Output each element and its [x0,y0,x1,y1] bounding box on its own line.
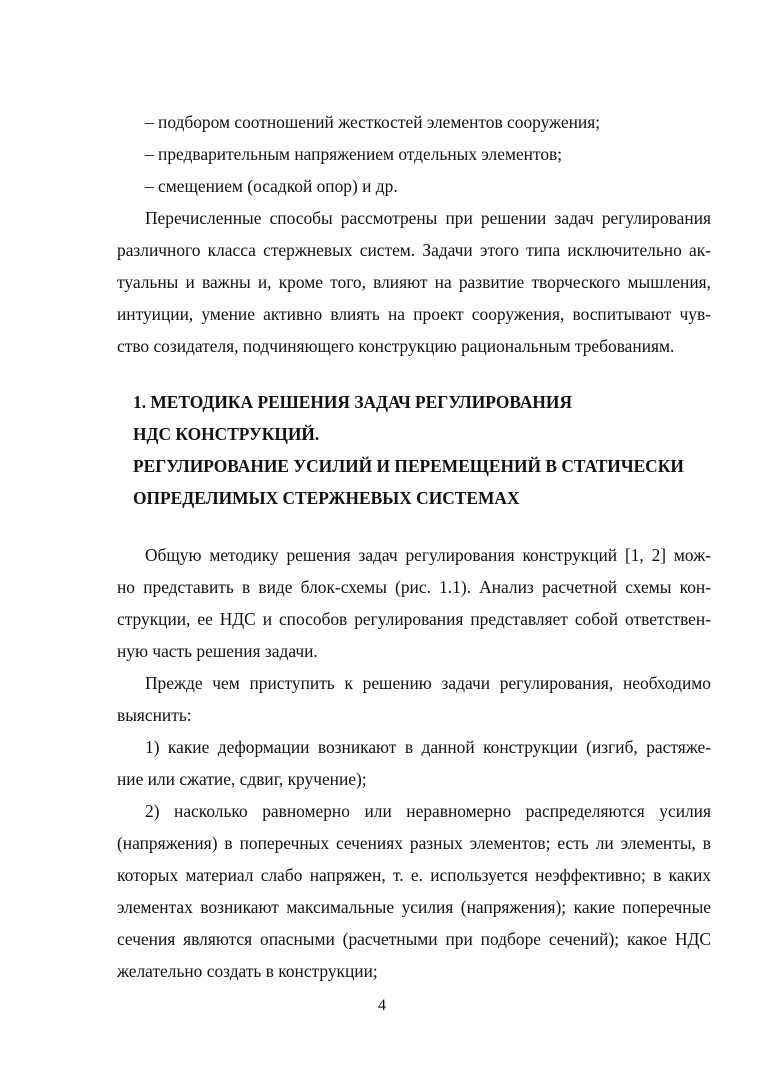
section-heading-line: ОПРЕДЕЛИМЫХ СТЕРЖНЕВЫХ СИСТЕМАХ [133,488,520,508]
numbered-item-1-line: 1) какие деформации возникают в данной конструкции (изгиб, растяже- [145,737,711,757]
numbered-item-2-line: (напряжения) в поперечных сечениях разных элементов; есть ли элементы, в [117,833,711,853]
paragraph-intro-line: ство созидателя, подчиняющего конструкцию рациональным требованиям. [117,336,675,356]
numbered-item-2-line: 2) насколько равномерно или неравномерно распределяются усилия [145,801,711,821]
numbered-item-1-line: ние или сжатие, сдвиг, кручение); [117,769,367,789]
paragraph-intro-line: различного класса стержневых систем. Задачи этого типа исключительно ак- [117,240,711,260]
paragraph-method-line: Общую методику решения задач регулирования конструкций [1, 2] мож- [145,545,711,565]
page-number: 4 [378,997,386,1014]
section-heading-line: РЕГУЛИРОВАНИЕ УСИЛИЙ И ПЕРЕМЕЩЕНИЙ В СТАТИЧЕСКИ [133,456,684,476]
paragraph-intro-line: туальны и важны и, кроме того, влияют на развитие творческого мышления, [117,272,711,292]
paragraph-intro-line: интуиции, умение активно влиять на проект сооружения, воспитывают чув- [117,304,711,324]
paragraph-method-line: но представить в виде блок-схемы (рис. 1.1). Анализ расчетной схемы кон- [117,577,711,597]
paragraph-before-line: Прежде чем приступить к решению задачи регулирования, необходимо [145,673,711,693]
list-item-prestress: – предварительным напряжением отдельных элементов; [145,144,563,164]
numbered-item-2-line: сечения являются опасными (расчетными при подборе сечений); какое НДС [117,929,711,949]
paragraph-method-line: струкции, ее НДС и способов регулирования представляет собой ответствен- [117,609,711,629]
numbered-item-2-line: желательно создать в конструкции; [117,961,378,981]
numbered-item-2-line: которых материал слабо напряжен, т. е. используется неэффективно; в каких [117,865,711,885]
section-heading-line: 1. МЕТОДИКА РЕШЕНИЯ ЗАДАЧ РЕГУЛИРОВАНИЯ [133,392,573,412]
numbered-item-2-line: элементах возникают максимальные усилия (напряжения); какие поперечные [117,897,711,917]
paragraph-intro-line: Перечисленные способы рассмотрены при решении задач регулирования [145,208,711,228]
paragraph-method-line: ную часть решения задачи. [117,641,318,661]
paragraph-before-line: выяснить: [117,705,192,725]
list-item-stiffness: – подбором соотношений жесткостей элементов сооружения; [145,112,601,132]
section-heading-line: НДС КОНСТРУКЦИЙ. [133,424,320,444]
list-item-support-settlement: – смещением (осадкой опор) и др. [145,176,398,196]
